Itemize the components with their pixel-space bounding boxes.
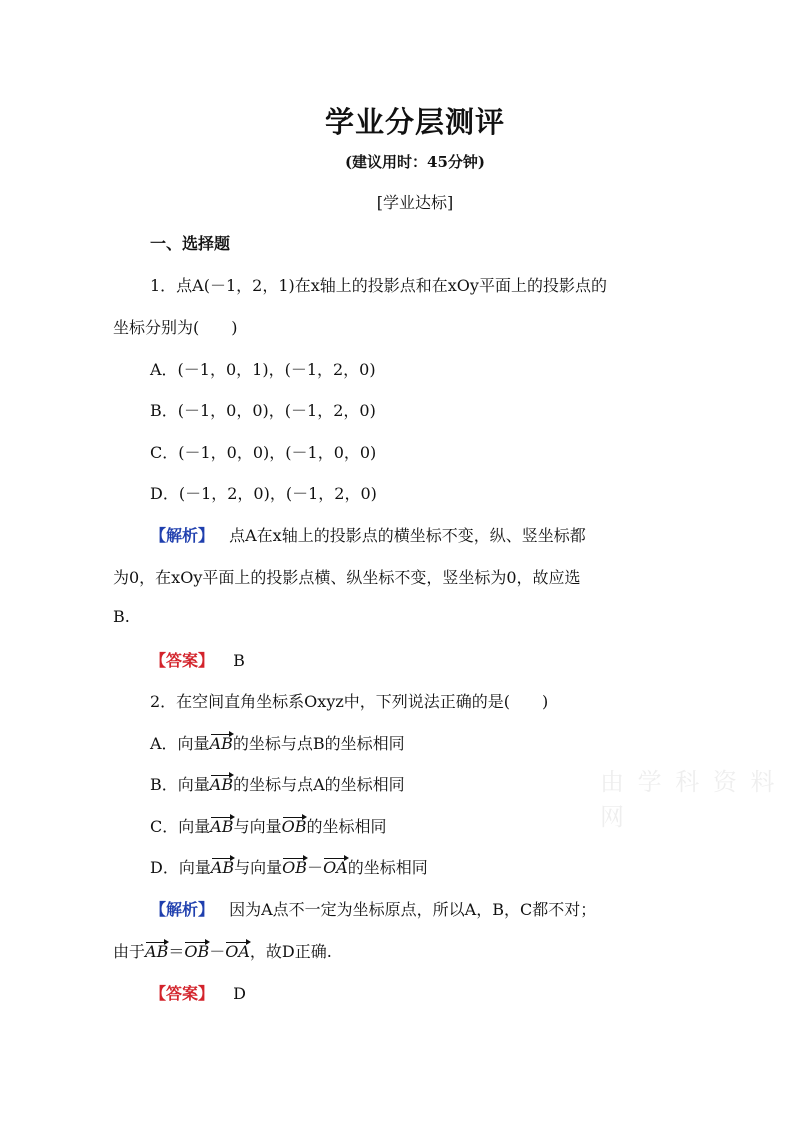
q2-option-a-prefix: A．向量 (150, 734, 210, 753)
vector-ob: OB (184, 942, 210, 961)
vector-ab: AB (210, 858, 235, 877)
q2-analysis-prefix: 由于 (113, 942, 146, 961)
watermark: 由 学 科 资 料 网 (600, 768, 778, 831)
q2-option-d (150, 855, 428, 878)
q2-option-a-suffix: 的坐标与点B的坐标相同 (232, 734, 405, 753)
minus-sign: － (209, 942, 226, 961)
vector-ab: AB (209, 734, 233, 753)
vector-ob: OB (281, 817, 307, 836)
q1-stem-line2: 坐标分别为( ) (113, 318, 238, 337)
vector-ob: OB (282, 858, 308, 877)
q1-analysis-line2: 为0，在xOy平面上的投影点横、纵坐标不变，竖坐标为0，故应选 (113, 568, 581, 587)
q1-option-c: C．(－1，0，0)，(－1，0，0) (150, 443, 377, 462)
minus-sign: － (307, 858, 324, 877)
q2-analysis-line1 (150, 897, 596, 920)
q2-option-b-suffix: 的坐标与点A的坐标相同 (233, 775, 405, 794)
page-title: 学业分层测评 (324, 105, 505, 139)
q2-analysis-line2 (113, 939, 332, 962)
q2-option-d-mid: 与向量 (234, 858, 283, 877)
q1-option-a: A．(－1，0，1)，(－1，2，0) (150, 360, 376, 379)
q2-answer: D (233, 984, 246, 1003)
q1-analysis-tag: 【解析】 (150, 526, 215, 545)
q2-option-a (150, 731, 405, 754)
q1-analysis-line1 (150, 523, 586, 546)
q2-analysis-suffix: ，故D正确. (249, 942, 332, 961)
q1-answer: B (233, 651, 245, 670)
q2-option-c-prefix: C．向量 (150, 817, 211, 836)
q2-answer-line (150, 981, 246, 1004)
q2-option-d-suffix: 的坐标相同 (347, 858, 428, 877)
q2-option-c (150, 814, 386, 837)
section-label: [学业达标] (376, 193, 454, 212)
q1-analysis-line3: B. (113, 607, 130, 626)
vector-oa: OA (225, 942, 250, 961)
section-heading: 一、选择题 (150, 234, 231, 253)
q2-answer-tag: 【答案】 (150, 984, 215, 1003)
q1-option-d: D．(－1，2，0)，(－1，2，0) (150, 484, 377, 503)
q2-option-b-prefix: B．向量 (150, 775, 210, 794)
q1-option-b: B．(－1，0，0)，(－1，2，0) (150, 401, 376, 420)
q1-analysis-text1: 点A在x轴上的投影点的横坐标不变，纵、竖坐标都 (229, 526, 586, 545)
time-suggestion: (建议用时：45分钟) (344, 153, 486, 171)
vector-ab: AB (145, 942, 169, 961)
q2-option-d-prefix: D．向量 (150, 858, 211, 877)
q1-answer-line (150, 648, 245, 671)
equals-sign: ＝ (168, 942, 185, 961)
vector-oa: OA (323, 858, 348, 877)
q1-answer-tag: 【答案】 (150, 651, 215, 670)
q2-option-b (150, 772, 405, 795)
q2-stem: 2．在空间直角坐标系Oxyz中，下列说法正确的是( ) (150, 692, 549, 711)
vector-ab: AB (210, 817, 234, 836)
q2-option-c-mid: 与向量 (233, 817, 282, 836)
q2-analysis-tag: 【解析】 (150, 900, 215, 919)
vector-ab: AB (209, 775, 234, 794)
q2-option-c-suffix: 的坐标相同 (306, 817, 387, 836)
q1-stem-line1: 1．点A(－1，2，1)在x轴上的投影点和在xOy平面上的投影点的 (150, 276, 607, 295)
q2-analysis-text1: 因为A点不一定为坐标原点，所以A，B，C都不对； (229, 900, 597, 919)
